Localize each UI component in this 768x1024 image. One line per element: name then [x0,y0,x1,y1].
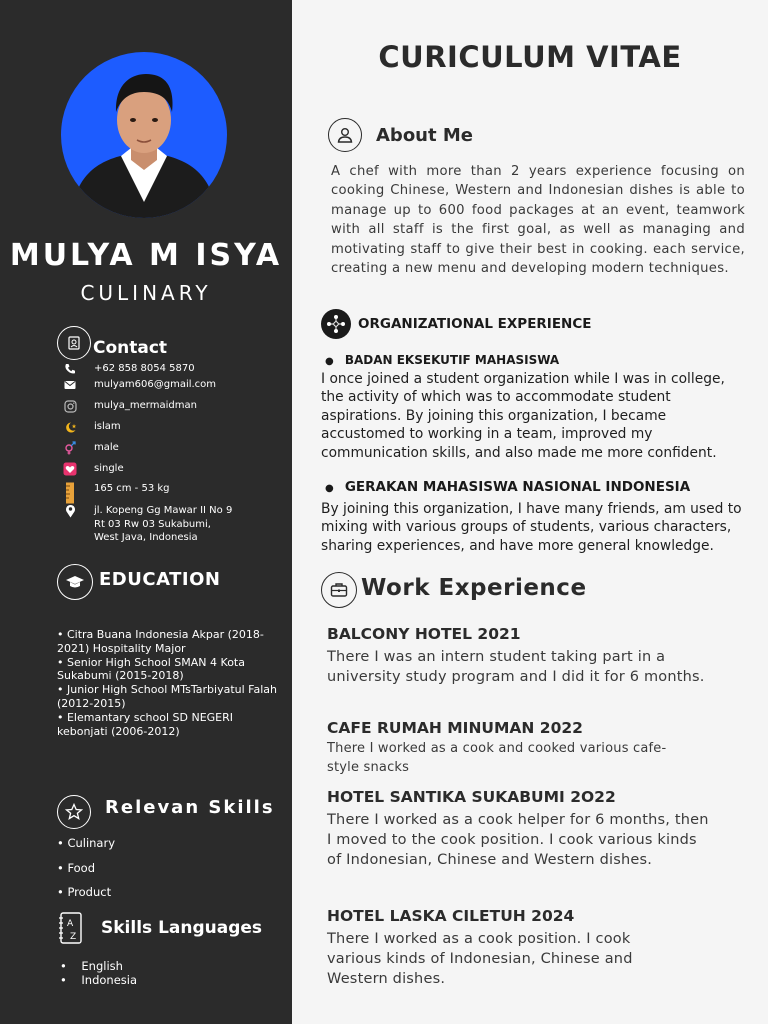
person-role: CULINARY [80,281,212,305]
contact-text: islam [94,421,121,432]
person-portrait [61,52,227,218]
job-title: HOTEL SANTIKA SUKABUMI 2O22 [327,788,616,806]
gender-icon [62,441,78,455]
contact-text: +62 858 8054 5870 [94,363,195,374]
contact-height-weight [62,482,282,504]
sidebar [0,0,292,1024]
job-text: There I worked as a cook helper for 6 months, then I moved to the cook position. I cook various kinds of Indonesian, Chinese and Western dishes. [327,812,709,869]
job-title: HOTEL LASKA CILETUH 2024 [327,907,575,925]
star-icon [57,795,91,829]
work-title: Work Experience [361,575,587,601]
org-item-heading: ● GERAKAN MAHASISWA NASIONAL INDONESIA [325,479,691,495]
language-name: English [81,959,123,973]
skill-item: • Product [57,885,112,899]
instagram-icon [62,399,78,413]
contact-text: jl. Kopeng Gg Mawar II No 9 Rt 03 Rw 03 Sukabumi, West Java, Indonesia [94,505,233,543]
location-pin-icon [62,504,78,518]
job-text: There I worked as a cook and cooked various cafe-style snacks [327,741,667,775]
education-title: EDUCATION [99,569,221,590]
contact-title: Contact [93,338,168,358]
org-text: By joining this organization, I have many friends, am used to mixing with various groups of students, various characters, sharing experiences, and have more general knowledge. [321,501,742,554]
org-item-heading: ● BADAN EKSEKUTIF MAHASISWA [325,353,560,367]
job-title: BALCONY HOTEL 2021 [327,625,521,643]
profile-photo [61,52,227,218]
user-icon [328,118,362,152]
contact-text: male [94,442,119,453]
svg-text:A: A [67,919,74,929]
ruler-icon [62,482,78,504]
org-title: ORGANIZATIONAL EXPERIENCE [358,316,592,332]
main-content [292,0,768,1024]
a-to-z-icon [58,912,84,944]
contact-text: mulya_mermaidman [94,400,197,411]
contact-text: mulyam606@gmail.com [94,379,217,390]
about-title: About Me [376,125,473,146]
org-text: I once joined a student organization while I was in college, the activity of which was to accommodate student aspirations. By joining this organization, I became accustomed to working in a team, improved my communication skills, and also made me more confident. [321,371,725,461]
job-text: There I was an intern student taking part in a university study program and I did it for 6 months. [327,649,705,686]
language-name: Indonesia [81,973,138,987]
contact-religion [62,420,282,434]
language-item: • English [60,959,123,973]
about-text: A chef with more than 2 years experience focusing on cooking Chinese, Western and Indonesian dishes is able to manage up to 600 food packages at an event, teamwork with all staff is the first goal, as well as managing and motivating staff to give their best in cooking. each service, creating a new menu and developing modern techniques. [331,164,745,277]
contact-text: single [94,463,124,474]
contact-phone [62,362,282,376]
org-name: GERAKAN MAHASISWA NASIONAL INDONESIA [344,479,691,495]
org-name: BADAN EKSEKUTIF MAHASISWA [344,353,560,367]
page-title: CURICULUM VITAE [378,40,682,74]
briefcase-icon [321,572,357,608]
job-text: There I worked as a cook position. I cook various kinds of Indonesian, Chinese and Western dishes. [327,931,633,988]
contact-book-icon [57,326,91,360]
languages-title: Skills Languages [101,918,263,938]
skill-item: • Food [57,861,96,875]
contact-instagram [62,399,282,413]
skills-title: Relevan Skills [105,797,275,818]
contact-gender [62,441,282,455]
education-list: • Citra Buana Indonesia Akpar (2018-2021) Hospitality Major • Senior High School SMAN 4 Kota Sukabumi (2015-2018) • Junior High School MTsTarbiyatul Falah (2012-2015) • Elemantary school SD NEGERI kebonjati (2006-2012) [57,628,278,738]
mail-icon [62,378,78,392]
crescent-star-icon [62,420,78,434]
job-title: CAFE RUMAH MINUMAN 2022 [327,719,583,737]
skill-item: • Culinary [57,836,116,850]
language-item: • Indonesia [60,973,138,987]
graduation-cap-icon [57,564,93,600]
contact-status [62,462,282,476]
contact-address [62,504,282,545]
contact-email [62,378,282,392]
phone-icon [62,362,78,376]
contact-text: 165 cm - 53 kg [94,483,170,494]
svg-text:Z: Z [70,932,77,942]
heart-icon [62,462,78,476]
person-name: MULYA M ISYA [9,238,283,273]
organization-icon [321,309,351,339]
